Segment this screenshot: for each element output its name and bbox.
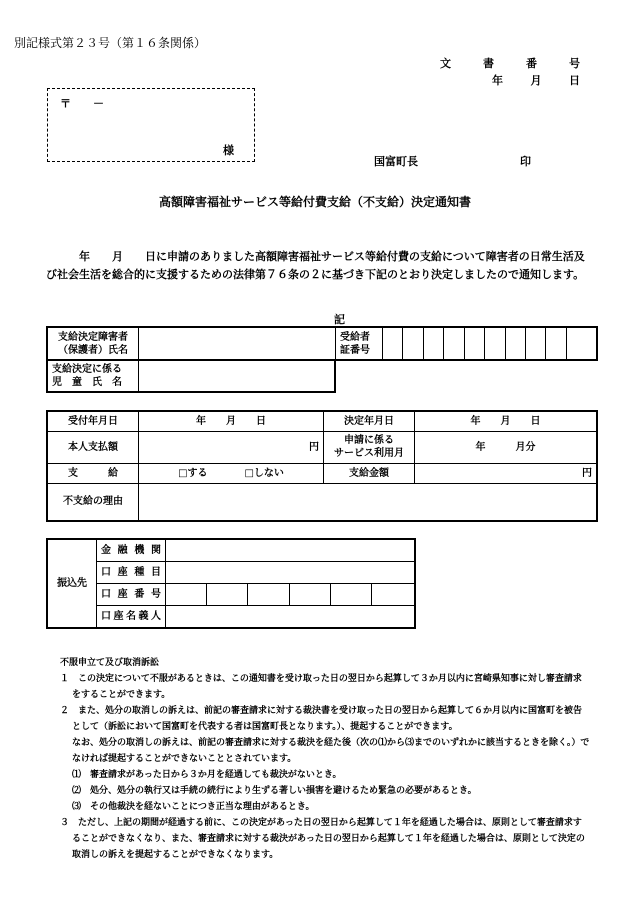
- bank-title: 振込先: [47, 539, 97, 628]
- recipient-number-cell[interactable]: [525, 327, 545, 360]
- institution-field[interactable]: [166, 539, 416, 562]
- amount-label: 支給金額: [324, 463, 415, 483]
- account-holder-label: 口座名義人: [97, 606, 166, 629]
- doc-number-char: 文: [440, 57, 451, 70]
- bank-table: [46, 538, 416, 629]
- reason-field[interactable]: [139, 483, 598, 521]
- self-pay-label: 本人支払額: [47, 431, 139, 463]
- recipient-number-cell[interactable]: [423, 327, 443, 360]
- recipient-number-cell[interactable]: [566, 327, 597, 360]
- recipient-number-cell[interactable]: [505, 327, 525, 360]
- appeal-notes: [60, 655, 590, 863]
- recipient-number-cell[interactable]: [485, 327, 505, 360]
- label-line: 受給者: [340, 331, 370, 343]
- child-name-label: [47, 361, 139, 393]
- amount-field[interactable]: 円: [415, 463, 598, 483]
- label-line: 申請に係る: [344, 435, 394, 446]
- label-line: 児 童 氏 名: [52, 377, 122, 388]
- label-line: 証番号: [340, 344, 370, 356]
- document-number: [440, 55, 580, 71]
- account-number-cell[interactable]: [248, 584, 289, 606]
- recipient-number-cell[interactable]: [464, 327, 484, 360]
- payment-yes-checkbox[interactable]: □する: [178, 467, 208, 479]
- note-1: １ この決定について不服があるときは、この通知書を受け取った日の翌日から起算して３か月以内に宮崎県知事に対し審査請求をすることができます。: [60, 674, 582, 700]
- date-year: 年: [492, 74, 503, 87]
- account-number-cell[interactable]: [371, 584, 415, 606]
- self-pay-field[interactable]: 円: [139, 431, 324, 463]
- recipient-name-label: [47, 327, 139, 360]
- note-sub-2: ⑵ 処分、処分の執行又は手続の続行により生ずる著しい損害を避けるため緊急の必要があるとき。: [72, 786, 477, 796]
- date-day: 日: [569, 74, 580, 87]
- mayor-title: 国富町長: [374, 155, 418, 168]
- form-id: 別記様式第２３号（第１６条関係）: [14, 36, 207, 50]
- issue-date: [492, 72, 580, 88]
- payment-options: [139, 463, 324, 483]
- note-sub-1: ⑴ 審査請求があった日から３か月を経過しても裁決がないとき。: [72, 770, 342, 780]
- received-date-label: 受付年月日: [47, 411, 139, 431]
- honorific: 様: [223, 144, 234, 157]
- account-type-field[interactable]: [166, 562, 416, 584]
- note-3: ３ ただし、上記の期間が経過する前に、この決定があった日の翌日から起算して１年を経過した場合は、原則として審査請求することができなくなり、また、審査請求に対する裁決があった日の翌日から起算して１年を経過した場合は、原則として決定の取消しの訴えを提起することができなくなります。: [60, 818, 585, 860]
- seal-mark: 印: [520, 155, 531, 168]
- decision-table: [46, 410, 598, 522]
- recipient-name-field[interactable]: [139, 327, 336, 360]
- account-number-cell[interactable]: [330, 584, 371, 606]
- recipient-number-cell[interactable]: [444, 327, 464, 360]
- recipient-table: [46, 326, 598, 361]
- account-number-cell[interactable]: [289, 584, 330, 606]
- received-date-field[interactable]: 年 月 日: [139, 411, 324, 431]
- note-2-supplement: なお、処分の取消しの訴えは、前記の審査請求に対する裁決を経た後（次の⑴から⑶までのいずれかに該当するときを除く。）でなければ提起することができないこととされています。: [72, 738, 590, 764]
- intro-paragraph: 年 月 日に申請のありました高額障害福祉サービス等給付費の支給について障害者の日常生活及び社会生活を総合的に支援するための法律第７６条の２に基づき下記のとおり決定しましたので通知します。: [46, 250, 585, 281]
- service-month-label: [324, 431, 415, 463]
- label-line: （保護者）氏名: [58, 344, 128, 356]
- service-month-field[interactable]: 年 月分: [415, 431, 598, 463]
- recipient-number-cell[interactable]: [546, 327, 566, 360]
- recipient-number-cell[interactable]: [403, 327, 423, 360]
- child-table: [46, 360, 336, 393]
- page-title: 高額障害福祉サービス等給付費支給（不支給）決定通知書: [158, 195, 471, 209]
- date-month: 月: [530, 74, 542, 87]
- payment-label: 支 給: [47, 463, 139, 483]
- account-holder-field[interactable]: [166, 606, 416, 629]
- payment-no-checkbox[interactable]: □しない: [244, 467, 284, 479]
- postal-code: 〒 －: [60, 97, 104, 110]
- label-line: サービス利用月: [334, 448, 404, 459]
- doc-number-char: 号: [569, 57, 580, 70]
- label-line: 支給決定障害者: [58, 331, 128, 343]
- ki-heading: 記: [334, 313, 345, 326]
- recipient-number-label: [336, 327, 383, 360]
- doc-number-char: 書: [483, 57, 494, 70]
- note-2: ２ また、処分の取消しの訴えは、前記の審査請求に対する裁決書を受け取った日の翌日から起算して６か月以内に国富町を被告として（訴訟において国富町を代表する者は国富町長となります。）、提起することができます。: [60, 706, 583, 732]
- account-number-cell[interactable]: [207, 584, 248, 606]
- account-number-cell[interactable]: [166, 584, 207, 606]
- institution-label: 金融機関: [97, 539, 166, 562]
- reason-label: 不支給の理由: [47, 483, 139, 521]
- child-name-field[interactable]: [139, 361, 336, 393]
- note-sub-3: ⑶ その他裁決を経ないことにつき正当な理由があるとき。: [72, 802, 315, 812]
- account-type-label: 口座種目: [97, 562, 166, 584]
- label-line: 支給決定に係る: [52, 364, 122, 375]
- decided-date-field[interactable]: 年 月 日: [415, 411, 598, 431]
- notes-heading: 不服申立て及び取消訴訟: [60, 658, 160, 668]
- doc-number-char: 番: [526, 57, 537, 70]
- decided-date-label: 決定年月日: [324, 411, 415, 431]
- account-number-label: 口座番号: [97, 584, 166, 606]
- recipient-number-cell[interactable]: [383, 327, 403, 360]
